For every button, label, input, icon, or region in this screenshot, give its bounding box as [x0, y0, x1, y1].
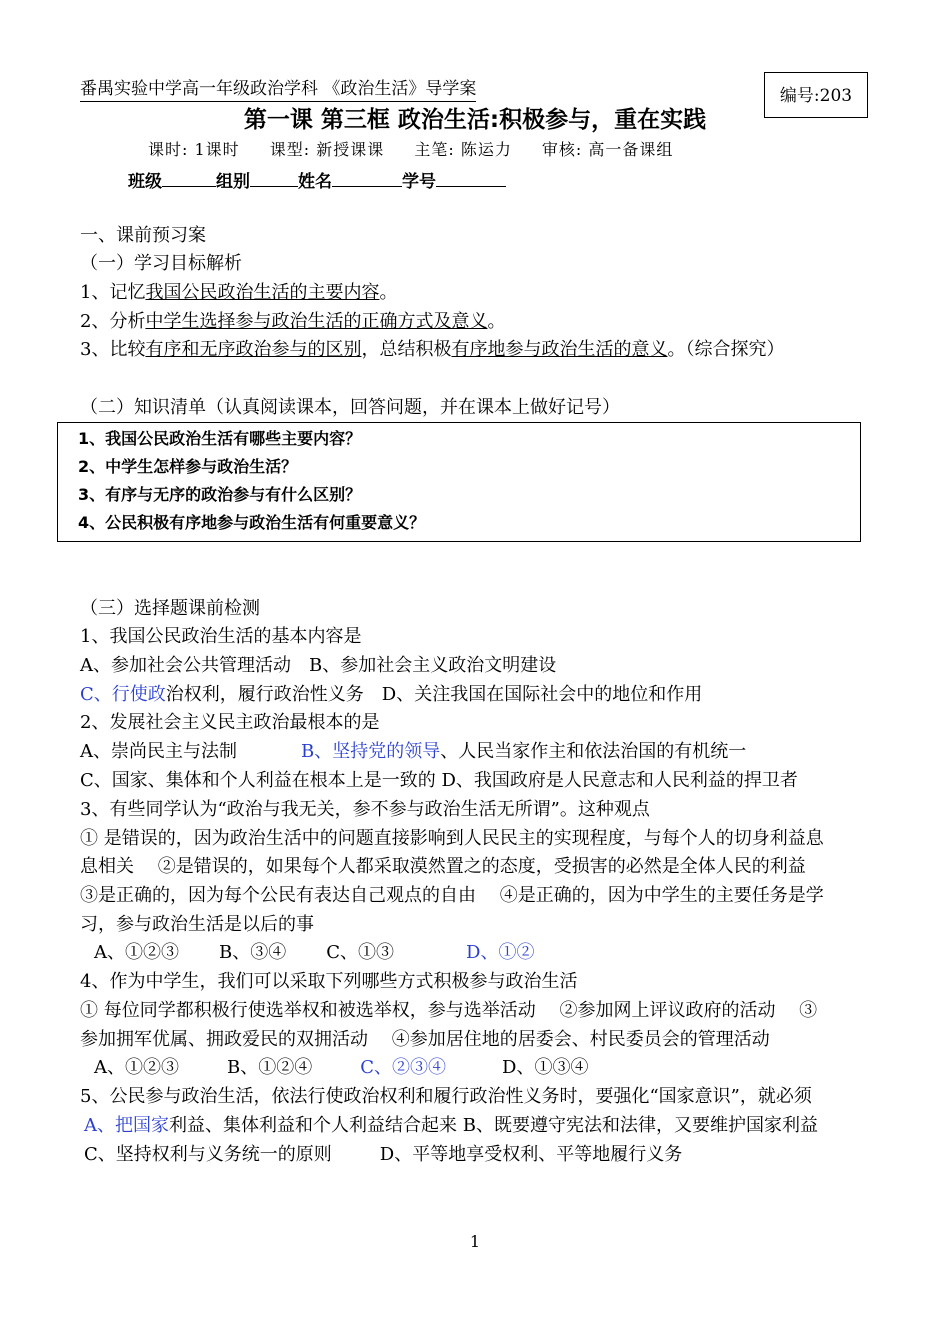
meta-review: 审核: 高一备课组 — [541, 140, 674, 159]
goal-3-suffix: 。（综合探究） — [667, 339, 785, 360]
mcq-3-options — [94, 939, 534, 967]
goal-2-suffix: 。 — [487, 311, 506, 332]
goal-3-prefix: 3、比较 — [80, 339, 146, 360]
mcq-4-option-b: B、①②④ — [227, 1057, 313, 1078]
mcq-answer-mark: C、行使政 — [80, 684, 166, 705]
name-label: 姓名 — [298, 172, 332, 192]
knowledge-question: 2、中学生怎样参与政治生活？ — [78, 457, 298, 476]
mcq-2-options-cd: C、国家、集体和个人利益在根本上是一致的 D、我国政府是人民意志和人民利益的捍卫者 — [80, 770, 798, 791]
meta-type: 课型: 新授课课 — [269, 140, 385, 159]
mcq-question-4: 4、作为中学生，我们可以采取下列哪些方式积极参与政治生活 — [80, 971, 578, 992]
mcq-3-statement: ① 是错误的，因为政治生活中的问题直接影响到人民民主的实现程度，与每个人的切身利益息 — [80, 828, 824, 849]
goal-3-middle: ，总结积极 — [361, 339, 452, 360]
group-label: 组别 — [216, 172, 250, 192]
mcq-2-option-a: A、崇尚民主与法制 — [80, 741, 237, 762]
mcq-5-options-cd — [84, 1141, 682, 1169]
mcq-5-option-d: D、平等地享受权利、平等地履行义务 — [379, 1144, 683, 1165]
meta-hours: 课时: 1课时 — [148, 140, 240, 159]
knowledge-question: 4、公民积极有序地参与政治生活有何重要意义？ — [78, 513, 426, 532]
subsection-goals: （一）学习目标解析 — [80, 253, 242, 274]
mcq-1-options-cd — [80, 681, 702, 709]
class-blank[interactable] — [162, 168, 216, 187]
mcq-3-option-a: A、①②③ — [94, 942, 179, 963]
mcq-answer-mark: A、把国家 — [84, 1115, 169, 1136]
knowledge-question: 3、有序与无序的政治参与有什么区别？ — [78, 485, 362, 504]
knowledge-question-box — [57, 422, 861, 542]
goal-1-prefix: 1、记忆 — [80, 282, 146, 303]
group-blank[interactable] — [250, 168, 298, 187]
mcq-2-options-ab — [80, 738, 746, 766]
mcq-answer-mark: D、①② — [466, 942, 535, 963]
name-blank[interactable] — [332, 168, 402, 187]
mcq-4-option-a: A、①②③ — [94, 1057, 179, 1078]
mcq-4-statement: ① 每位同学都积极行使选举权和被选举权，参与选举活动 ②参加网上评议政府的活动 ③ — [80, 1000, 818, 1021]
goal-2 — [80, 308, 505, 336]
document-number-box: 编号:203 — [764, 72, 868, 118]
page-number: 1 — [469, 1232, 481, 1251]
goal-1-suffix: 。 — [379, 282, 398, 303]
id-label: 学号 — [402, 172, 436, 192]
mcq-3-option-c: C、①③ — [326, 942, 395, 963]
mcq-4-option-d: D、①③④ — [502, 1057, 589, 1078]
goal-2-prefix: 2、分析 — [80, 311, 146, 332]
mcq-3-statement: 习，参与政治生活是以后的事 — [80, 914, 314, 935]
goal-2-key: 中学生选择参与政治生活的正确方式及意义 — [145, 311, 488, 332]
mcq-question-2: 2、发展社会主义民主政治最根本的是 — [80, 712, 380, 733]
page-title: 第一课 第三框 政治生活:积极参与，重在实践 — [243, 107, 707, 133]
mcq-question-1: 1、我国公民政治生活的基本内容是 — [80, 626, 362, 647]
mcq-5-options-ab — [84, 1112, 818, 1140]
meta-author: 主笔: 陈运力 — [414, 140, 512, 159]
goal-3-key-1: 有序和无序政治参与的区别 — [145, 339, 362, 360]
mcq-2-option-b-rest: 、人民当家作主和依法治国的有机统一 — [440, 741, 747, 762]
mcq-5-option-text: 利益、集体利益和个人利益结合起来 B、既要遵守宪法和法律，又要维护国家利益 — [169, 1115, 818, 1136]
goal-1 — [80, 279, 397, 307]
mcq-4-options — [94, 1054, 588, 1082]
mcq-question-5: 5、公民参与政治生活，依法行使政治权利和履行政治性义务时，要强化“国家意识”，就必须 — [80, 1086, 812, 1107]
subsection-mcq: （三）选择题课前检测 — [80, 598, 260, 619]
subsection-knowledge: （二）知识清单（认真阅读课本，回答问题，并在课本上做好记号） — [80, 397, 620, 418]
student-fields — [128, 168, 506, 195]
mcq-4-statement: 参加拥军优属、拥政爱民的双拥活动 ④参加居住地的居委会、村民委员会的管理活动 — [80, 1029, 770, 1050]
document-header: 番禺实验中学高一年级政治学科 《政治生活》导学案 — [80, 78, 476, 102]
lesson-meta — [148, 138, 697, 162]
goal-3-key-2: 有序地参与政治生活的意义 — [451, 339, 668, 360]
mcq-5-option-c: C、坚持权利与义务统一的原则 — [84, 1144, 332, 1165]
goal-3 — [80, 336, 784, 364]
mcq-answer-mark: C、②③④ — [360, 1057, 447, 1078]
mcq-3-option-b: B、③④ — [219, 942, 287, 963]
mcq-answer-mark: B、坚持党的领导 — [301, 741, 441, 762]
mcq-3-statement: ③是正确的，因为每个公民有表达自己观点的自由 ④是正确的，因为中学生的主要任务是学 — [80, 885, 824, 906]
knowledge-question: 1、我国公民政治生活有哪些主要内容？ — [78, 429, 362, 448]
mcq-1-option-text: 治权利，履行政治性义务 D、关注我国在国际社会中的地位和作用 — [165, 684, 703, 705]
mcq-3-statement: 息相关 ②是错误的，如果每个人都采取漠然置之的态度，受损害的必然是全体人民的利益 — [80, 856, 806, 877]
mcq-1-options-ab: A、参加社会公共管理活动 B、参加社会主义政治文明建设 — [80, 655, 557, 676]
class-label: 班级 — [128, 172, 162, 192]
goal-1-key: 我国公民政治生活的主要内容 — [145, 282, 380, 303]
mcq-question-3: 3、有些同学认为“政治与我无关，参不参与政治生活无所谓”。这种观点 — [80, 799, 650, 820]
id-blank[interactable] — [436, 168, 506, 187]
section-heading: 一、课前预习案 — [80, 225, 206, 246]
